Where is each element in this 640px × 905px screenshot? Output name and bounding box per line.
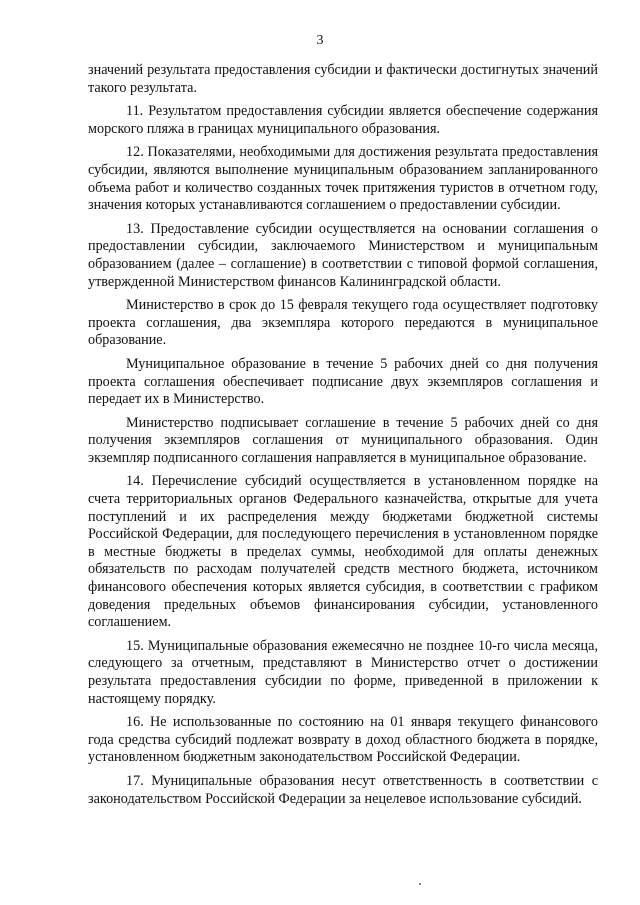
page-number: 3 (316, 33, 324, 48)
paragraph-11: 11. Результатом предоставления субсидии является обеспечение содержания морского пляжа в границах муниципального образования. (88, 103, 598, 137)
paragraph-17: 17. Муниципальные образования несут ответственность в соответствии с законодательством Российской Федерации за нецелевое использование субсидий. (88, 772, 598, 807)
document-body (88, 62, 598, 814)
paragraph-13-ministry-deadline: Министерство в срок до 15 февраля текущего года осуществляет подготовку проекта соглашения, два экземпляра которого передаются в муниципальное образование. (88, 297, 598, 349)
paragraph-continuation: значений результата предоставления субсидии и фактически достигнутых значений такого результата. (88, 62, 598, 96)
paragraph-14: 14. Перечисление субсидий осуществляется в установленном порядке на счета территориальных органов Федерального казначейства, открытые для учета поступлений и их распределения между бюджетами бюджетной системы Российской Федерации, для последующего перечисления в установленном порядке в местные бюджеты в пределах суммы, необходимой для оплаты денежных обязательств по расходам получателей средств местного бюджета, источником финансового обеспечения которых является субсидия, в соответствии с графиком доведения предельных объемов финансирования субсидии, установленного соглашением. (88, 473, 598, 631)
paragraph-15: 15. Муниципальные образования ежемесячно не позднее 10-го числа месяца, следующего за отчетным, представляют в Министерство отчет о достижении результата предоставления субсидии по форме, приведенной в приложении к настоящему порядку. (88, 637, 598, 707)
scan-speck (419, 883, 421, 885)
paragraph-12: 12. Показателями, необходимыми для достижения результата предоставления субсидии, являются выполнение муниципальным образованием запланированного объема работ и количество созданных точек притяжения туристов в отчетном году, значения которых устанавливаются соглашением о предоставлении субсидии. (88, 144, 598, 214)
paragraph-13-ministry-signing: Министерство подписывает соглашение в течение 5 рабочих дней со дня получения экземпляров соглашения от муниципального образования. Один экземпляр подписанного соглашения направляется в муниципальное образование. (88, 414, 598, 466)
paragraph-13: 13. Предоставление субсидии осуществляется на основании соглашения о предоставлении субсидии, заключаемого Министерством и муниципальным образованием (далее – соглашение) в соответствии с типовой формой соглашения, утвержденной Министерством финансов Калининградской области. (88, 220, 598, 290)
paragraph-13-municipal-signing: Муниципальное образование в течение 5 рабочих дней со дня получения проекта соглашения обеспечивает подписание двух экземпляров соглашения и передает их в Министерство. (88, 355, 598, 408)
paragraph-16: 16. Не использованные по состоянию на 01 января текущего финансового года средства субсидий подлежат возврату в доход областного бюджета в порядке, установленном бюджетным законодательством Российской Федерации. (88, 714, 598, 766)
